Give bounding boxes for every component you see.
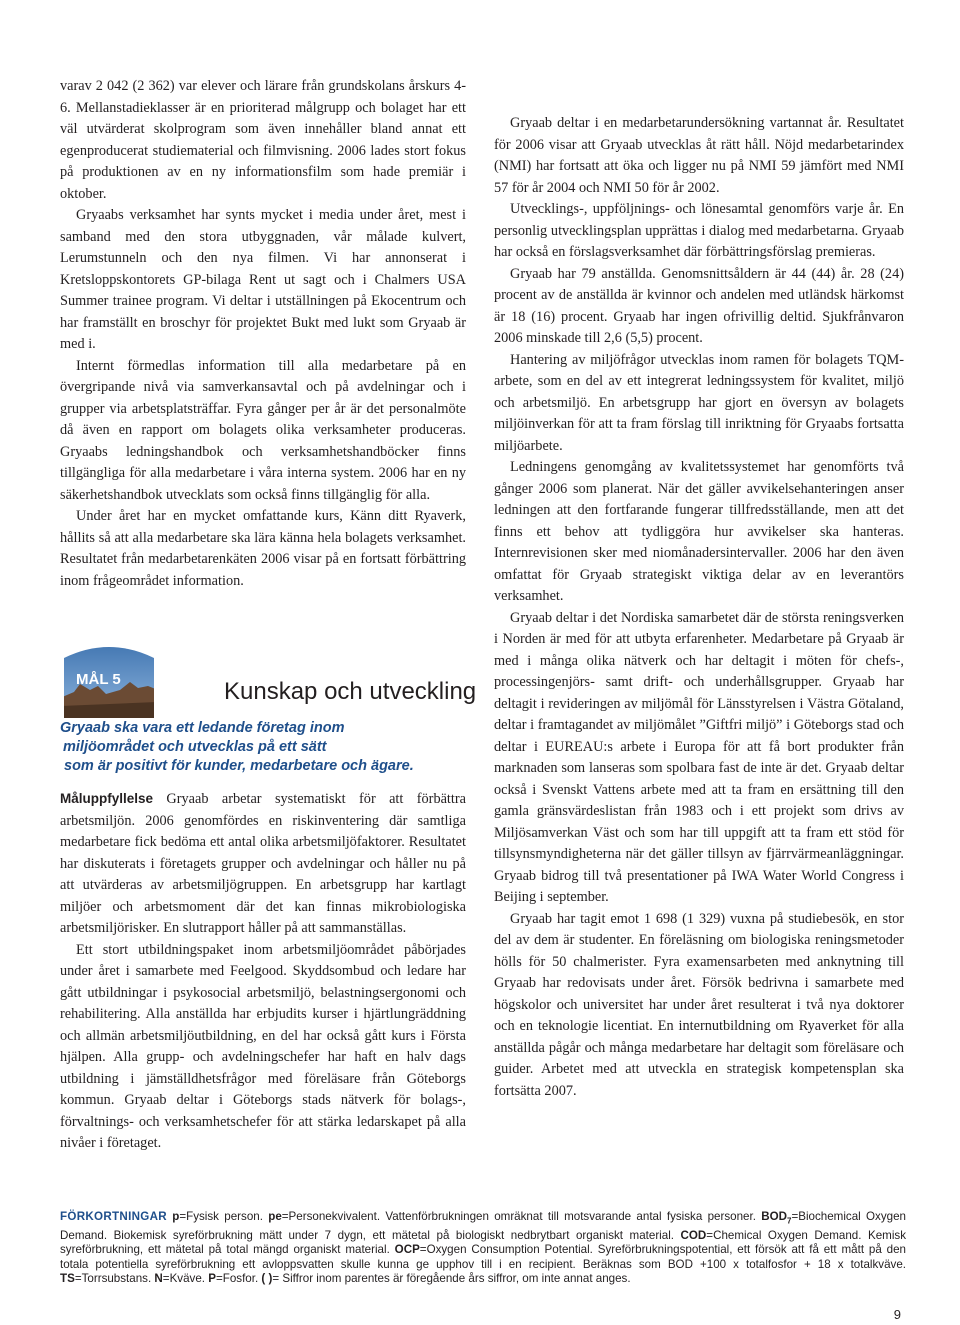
runin-label: Måluppfyllelse bbox=[60, 791, 154, 806]
footnote-body bbox=[60, 1210, 906, 1285]
abbreviation-definition: =Fysisk person. bbox=[179, 1210, 269, 1223]
abbreviation-term: p bbox=[172, 1210, 180, 1223]
goal-badge-label: MÅL 5 bbox=[76, 671, 121, 688]
body-paragraph: Hantering av miljöfrågor utvecklas inom ramen för bolagets TQM-arbete, som en del av ett integrerat ledningssystem för kvalitet, miljö och arbetsmiljö. En arbetsgrupp har gjort en översyn av bolagets miljöinverkan för att ta fram förslag till inriktning för Gryaabs fortsatta miljöarbete. bbox=[494, 351, 904, 454]
body-paragraph: Gryaabs verksamhet har synts mycket i media under året, mest i samband med den stora utbyggnaden, vår målade kulvert, Lerumstunneln och den nya filmen. Vi har annonserat i Kretsloppskontorets GP-bilaga Rent ut sagt och i Chalmers USA Summer trainee program. Vi deltar i utställningen på Ekocentrum och har framställt en broschyr för projektet Bukt med lukt som Gryaab är med i. bbox=[60, 207, 466, 352]
body-paragraph bbox=[60, 788, 466, 940]
body-text: Gryaab arbetar systematiskt för att förbättra arbetsmiljön. 2006 genomfördes en riskinventering där samtliga medarbetare fick bedöma ett antal olika arbetsmiljöfaktorer. Resultatet har diskuterats i företagets grupper och avdelningar och håller nu på att utvärderas av arbetsmiljögruppen. En arbetsgrupp har kartlagt miljöer och arbetsmoment där det kan finnas mikrobiologiska arbetsmiljörisker. En slutrapport håller på att sammanställas. bbox=[60, 791, 466, 936]
abbreviation-term: N bbox=[154, 1271, 163, 1285]
goal-heading: Kunskap och utveckling bbox=[224, 678, 477, 705]
left-column-lower bbox=[60, 788, 466, 1155]
body-paragraph: Utvecklings-, uppföljnings- och lönesamtal genomförs varje år. En personlig utvecklingsplan upprättas i dialog med medarbetarna. Gryaab har också en förslagsverksamhet där förbättringsförslag premieras. bbox=[494, 201, 904, 260]
abbreviation-term: BOD bbox=[761, 1210, 787, 1223]
goal-statement-line: som är positivt för kunder, medarbetare och ägare. bbox=[64, 758, 414, 774]
footnote-label: FÖRKORTNINGAR bbox=[60, 1210, 167, 1223]
abbreviation-definition: =Chemical Oxygen Demand. Kemisk syreförbrukning, ett mätetal på total mängd organiskt material. bbox=[60, 1228, 906, 1257]
right-column bbox=[494, 113, 904, 1102]
abbreviation-term: TS bbox=[60, 1271, 75, 1285]
abbreviation-term: 7 bbox=[787, 1216, 792, 1226]
abbreviation-term: pe bbox=[268, 1210, 282, 1223]
abbreviation-term: COD bbox=[680, 1228, 707, 1242]
abbreviations-footnote bbox=[60, 1210, 906, 1286]
body-paragraph: Gryaab deltar i det Nordiska samarbetet där de största reningsverken i Norden är med för att utbyta erfarenheter. Medarbetare på Gryaab är med i många olika nätverk och har deltagit i möten för chefs-, processingenjörs- samt drift- och underhållsgrupper. Gryaab har deltagit i revideringen av miljömål för Länsstyrelsen i Västra Götaland, deltar i framtagandet av miljömålet ”Giftfri miljö” i Göteborgs stad och deltar i EUREAU:s arbete i Europa för att få bort produkter från marknaden som lanseras som spolbara fast de inte är det. Gryaab deltar också i Svenskt Vattens arbete med att ta fram en ersättning till den gamla gränsvärdeslistan från 1983 och i ett projekt som drivs av Miljösamverkan Väst och som har till uppgift att ta fram ett stöd för tillsynsmyndigheterna när det gäller tillsyn av fjärrvärmeanläggningar. Gryaab bidrog till två presentationer på IWA Water World Congress i Beijing i september. bbox=[494, 609, 904, 905]
goal-statement bbox=[60, 719, 470, 776]
abbreviation-definition: =Biochemical Oxygen Demand. Biokemisk syreförbrukning mätt under 7 dygn, ett mätetal på biologiskt nedbrytbart organiskt material. bbox=[60, 1210, 906, 1242]
left-column bbox=[60, 76, 466, 592]
body-paragraph: Gryaab har 79 anställda. Genomsnittsåldern är 44 (44) år. 28 (24) procent av de anställda är kvinnor och andelen med utländsk härkomst är 18 (16) procent. Gryaab har ingen ofrivillig deltid. Sjukfrånvaron 2006 minskade till 2,6 (5,5) procent. bbox=[494, 265, 904, 346]
goal-statement-line: miljöområdet och utvecklas på ett sätt bbox=[63, 739, 327, 755]
body-paragraph: Under året har en mycket omfattande kurs, Känn ditt Ryaverk, hållits så att alla medarbetare ska lära känna hela bolagets verksamhet. Resultatet från medarbetarenkäten 2006 visar på en fortsatt förbättring inom frågeområdet information. bbox=[60, 508, 466, 589]
abbreviation-definition: =Personekvivalent. Vattenförbrukningen omräknat till motsvarande antal fysiska personer. bbox=[281, 1210, 762, 1223]
abbreviation-term: OCP bbox=[394, 1243, 420, 1257]
goal-section bbox=[60, 636, 477, 786]
abbreviation-definition: =Torrsubstans. bbox=[74, 1271, 155, 1285]
goal-statement-line: Gryaab ska vara ett ledande företag inom bbox=[60, 720, 345, 736]
body-paragraph: varav 2 042 (2 362) var elever och lärare från grundskolans årskurs 4-6. Mellanstadieklasser är en prioriterad målgrupp och bolaget har ett väl utvärderat skolprogram som även innehåller bland annat ett egenproducerat studiematerial och filmvisning. 2006 lades stort fokus på produktionen av en ny informationsfilm som hade premiär i oktober. bbox=[60, 78, 466, 202]
abbreviation-definition: =Kväve. bbox=[162, 1271, 209, 1285]
body-paragraph: Internt förmedlas information till alla medarbetare på en övergripande nivå via samverkansavtal och på avdelningar och i grupper via arbetsplatsträffar. Fyra gånger per år är det personalmöte då även en rapport om bolagets olika verksamheter produceras. Gryaabs ledningshandbok och verksamhetshandböcker finns tillgängliga för alla medarbetare i våra interna system. 2006 har en ny säkerhetshandbok utvecklats som också finns tillgänglig för alla. bbox=[60, 357, 466, 503]
body-paragraph: Ett stort utbildningspaket inom arbetsmiljöområdet påbörjades under året i samarbete med Feelgood. Skyddsombud och ledare har gått utbildningar i psykosocial arbetsmiljö, belastningsergonomi och rehabilitering. Alla anställda har erbjudits kurser i hjärtlungräddning och allmän arbetsmiljöutbildning, en del har också gått kurs i Första hjälpen. Alla grupp- och avdelningschefer har haft en halv dags utbildning i jämställdhetsfrågor med föreläsare från Göteborgs kommun. Gryaab deltar i Göteborgs stads nätverk för bolags-, förvaltnings- och verksamhetschefer för att stärka ledarskapet på alla nivåer i företaget. bbox=[60, 941, 466, 1151]
abbreviation-definition: =Oxygen Consumption Potential. Syreförbrukningspotential, ett försök att få ett mått på den totala potentiella syreförbrukning ett avloppsvatten skulle kunna ge upphov till i en recipient. Beräknas som BOD +100 x totalfosfor + 18 x totalkväve. bbox=[60, 1243, 907, 1271]
abbreviation-term: ( ) bbox=[261, 1271, 273, 1285]
body-paragraph: Gryaab har tagit emot 1 698 (1 329) vuxna på studiebesök, en stor del av dem är studenter. En föreläsning om biologiska reningsmetoder hölls för 50 chalmerister. Fyra examensarbeten med anknytning till Gryaab har redovisats under året. Försök bedrivna i samarbete med högskolor och universitet har under året resulterat i två nya doktorer och en teknologie licentiat. En internutbildning om Ryaverket för alla anställda pågår och många medarbetare har deltagit som föreläsare och guider. Arbetet med att utveckla en strategisk kompetensplan ska fortsätta 2007. bbox=[494, 910, 904, 1099]
page-number: 9 bbox=[893, 1307, 901, 1322]
goal-badge-icon bbox=[60, 640, 158, 718]
abbreviation-definition: =Fosfor. bbox=[215, 1271, 262, 1285]
body-paragraph: Gryaab deltar i en medarbetarundersökning vartannat år. Resultatet för 2006 visar att Gryaab utvecklas åt rätt håll. Nöjd medarbetarindex (NMI) har fortsatt att öka och ligger nu på NMI 59 jämfört med NMI 57 för år 2004 och NMI 50 för år 2002. bbox=[494, 115, 904, 196]
body-paragraph: Ledningens genomgång av kvalitetssystemet har genomförts två gånger 2006 som planerat. När det gäller avvikelsehanteringen anser ledningen att den fortfarande fungerar tillfredsställande, men att det finns ett behov att tydliggöra hur avvikelser ska hanteras. Internrevisionen sker med niomånadersintervaller. 2006 har den även omfattat för Gryaab strategiskt viktiga delar av en leverantörs verksamhet. bbox=[494, 459, 904, 604]
abbreviation-definition: = Siffror inom parentes är föregående års siffror, om inte annat anges. bbox=[272, 1271, 631, 1285]
abbreviation-term: P bbox=[208, 1271, 216, 1285]
